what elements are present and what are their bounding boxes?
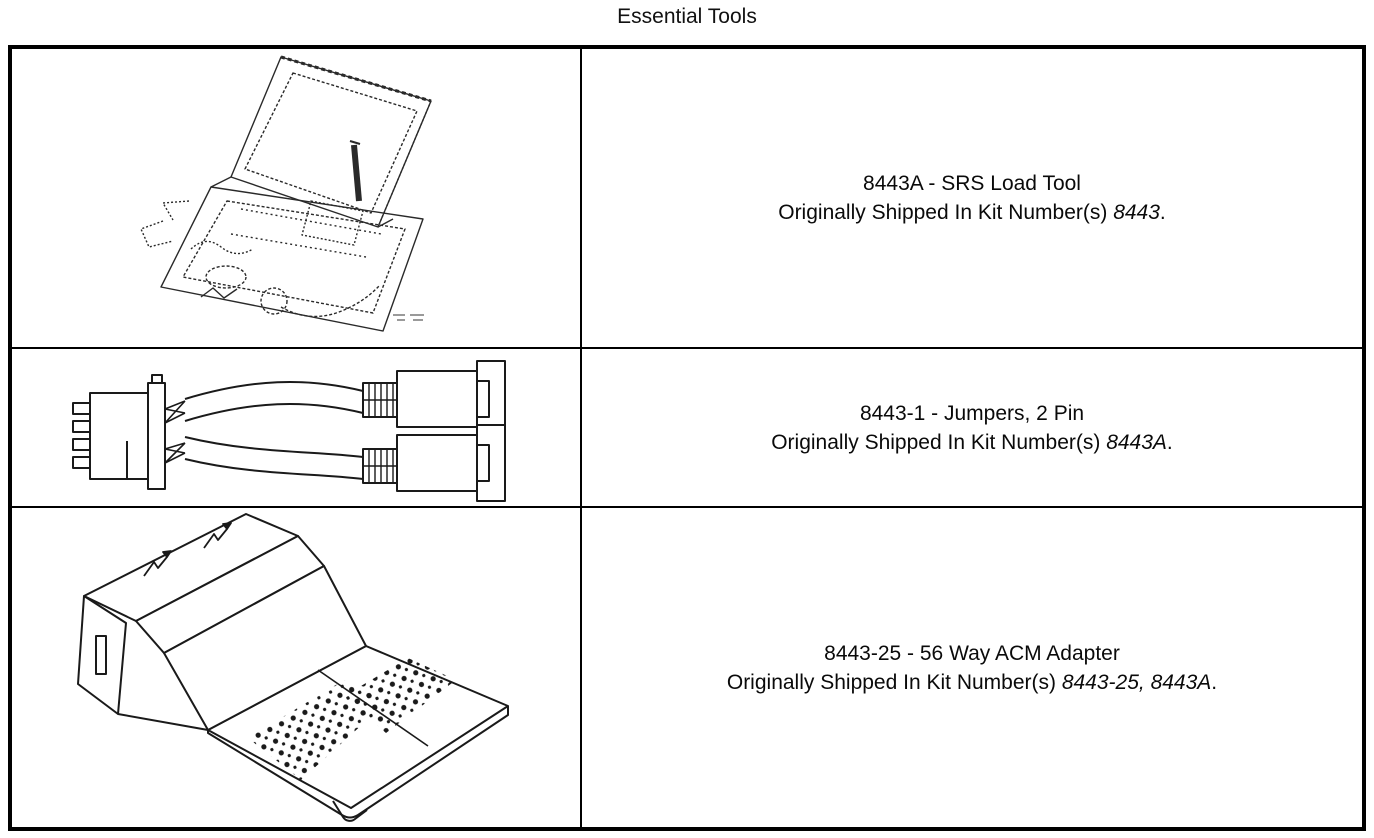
- tool-image-cell-jumpers: [12, 349, 582, 508]
- tool-description: [778, 169, 1166, 227]
- tool-title: 8443A - SRS Load Tool: [863, 172, 1081, 195]
- tool-description-cell: [582, 49, 1362, 349]
- tool-image-cell-acm-adapter: [12, 508, 582, 827]
- tool-title: 8443-25 - 56 Way ACM Adapter: [824, 641, 1120, 665]
- tool-description-cell: [582, 349, 1362, 508]
- kit-numbers-italic: 8443-25, 8443A: [1061, 670, 1212, 694]
- kit-numbers-italic: 8443: [1113, 201, 1160, 224]
- tool-description: [727, 639, 1217, 697]
- tool-title: 8443-1 - Jumpers, 2 Pin: [859, 401, 1085, 425]
- srs-load-tool-illustration: [131, 51, 461, 345]
- 56-way-acm-adapter-illustration: [56, 510, 536, 826]
- jumpers-2-pin-illustration: [71, 353, 521, 503]
- tool-kit-line: Originally Shipped In Kit Number(s) 8443A.: [771, 430, 1173, 454]
- tool-description-cell: [582, 508, 1362, 827]
- figure-reference-mark: [393, 315, 424, 320]
- tool-image-cell-srs-load-tool: [12, 49, 582, 349]
- tool-description: [771, 399, 1173, 457]
- kit-numbers-italic: 8443A: [1106, 430, 1167, 454]
- tool-kit-line: Originally Shipped In Kit Number(s) 8443-25, 8443A.: [726, 670, 1218, 694]
- tool-kit-line: Originally Shipped In Kit Number(s) 8443.: [778, 201, 1166, 224]
- essential-tools-table: [8, 45, 1366, 831]
- page-title: Essential Tools: [617, 5, 757, 28]
